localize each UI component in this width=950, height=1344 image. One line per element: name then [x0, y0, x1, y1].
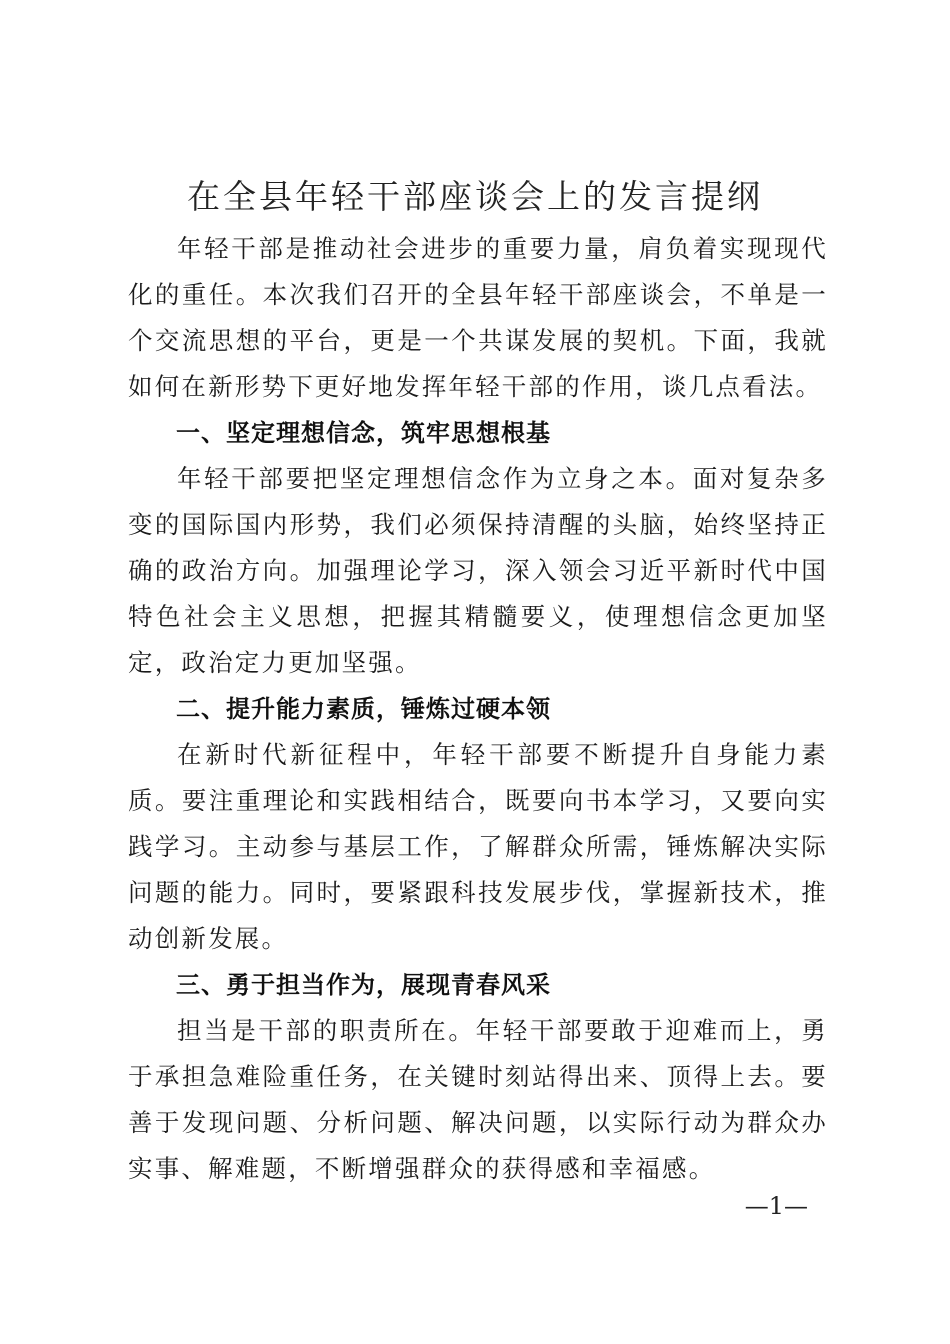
- section-3-body: 担当是干部的职责所在。年轻干部要敢于迎难而上，勇于承担急难险重任务，在关键时刻站得出来、顶得上去。要善于发现问题、分析问题、解决问题，以实际行动为群众办实事、解难题，不断增强群众的获得感和幸福感。: [128, 1016, 828, 1183]
- section-1-heading: 一、坚定理想信念，筑牢思想根基: [176, 419, 551, 447]
- page-number: —1—: [744, 1192, 808, 1220]
- intro-paragraph: 年轻干部是推动社会进步的重要力量，肩负着实现现代化的重任。本次我们召开的全县年轻干部座谈会，不单是一个交流思想的平台，更是一个共谋发展的契机。下面，我就如何在新形势下更好地发挥年轻干部的作用，谈几点看法。: [128, 234, 828, 401]
- section-1-body: 年轻干部要把坚定理想信念作为立身之本。面对复杂多变的国际国内形势，我们必须保持清醒的头脑，始终坚持正确的政治方向。加强理论学习，深入领会习近平新时代中国特色社会主义思想，把握其精髓要义，使理想信念更加坚定，政治定力更加坚强。: [128, 464, 828, 677]
- section-2-heading: 二、提升能力素质，锤炼过硬本领: [176, 695, 551, 723]
- document-title: 在全县年轻干部座谈会上的发言提纲: [187, 177, 763, 216]
- section-2-body: 在新时代新征程中，年轻干部要不断提升自身能力素质。要注重理论和实践相结合，既要向书本学习，又要向实践学习。主动参与基层工作，了解群众所需，锤炼解决实际问题的能力。同时，要紧跟科技发展步伐，掌握新技术，推动创新发展。: [128, 740, 828, 953]
- section-3-heading: 三、勇于担当作为，展现青春风采: [176, 971, 551, 999]
- document-body: [128, 226, 828, 1192]
